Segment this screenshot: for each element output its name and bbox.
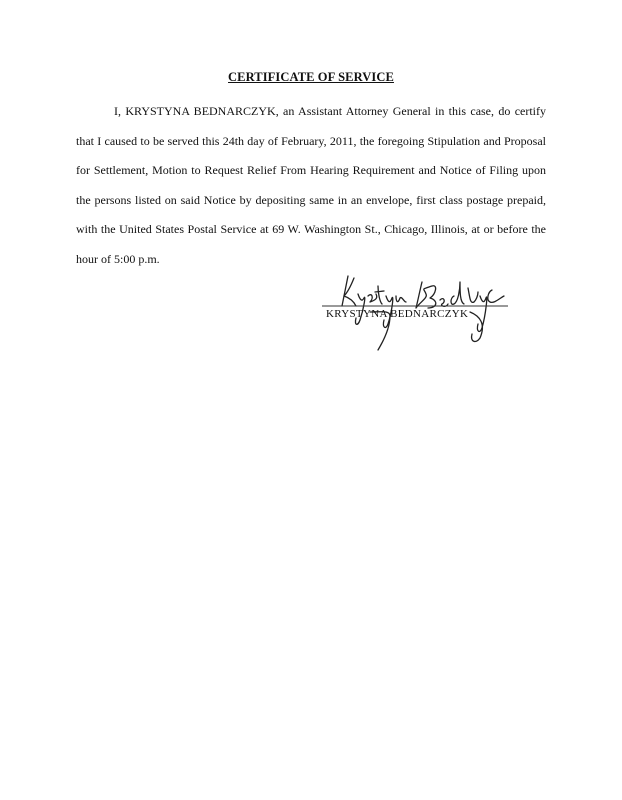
body-line: for Settlement, Motion to Request Relief From Hearing Requirement and Notice of Filing upon <box>76 163 546 178</box>
body-line: I, KRYSTYNA BEDNARCZYK, an Assistant Attorney General in this case, do certify <box>114 104 546 118</box>
body-line: the persons listed on said Notice by depositing same in an envelope, first class postage prepaid, <box>76 192 546 207</box>
body-line: with the United States Postal Service at 69 W. Washington St., Chicago, Illinois, at or before the <box>76 222 546 237</box>
signature-block <box>320 268 520 358</box>
body-line: that I caused to be served this 24th day of February, 2011, the foregoing Stipulation and Proposal <box>76 133 546 148</box>
document-title: CERTIFICATE OF SERVICE <box>228 70 394 84</box>
certificate-body <box>76 97 546 275</box>
body-line: hour of 5:00 p.m. <box>76 251 160 266</box>
signer-name: KRYSTYNA BEDNARCZYK <box>326 308 469 320</box>
